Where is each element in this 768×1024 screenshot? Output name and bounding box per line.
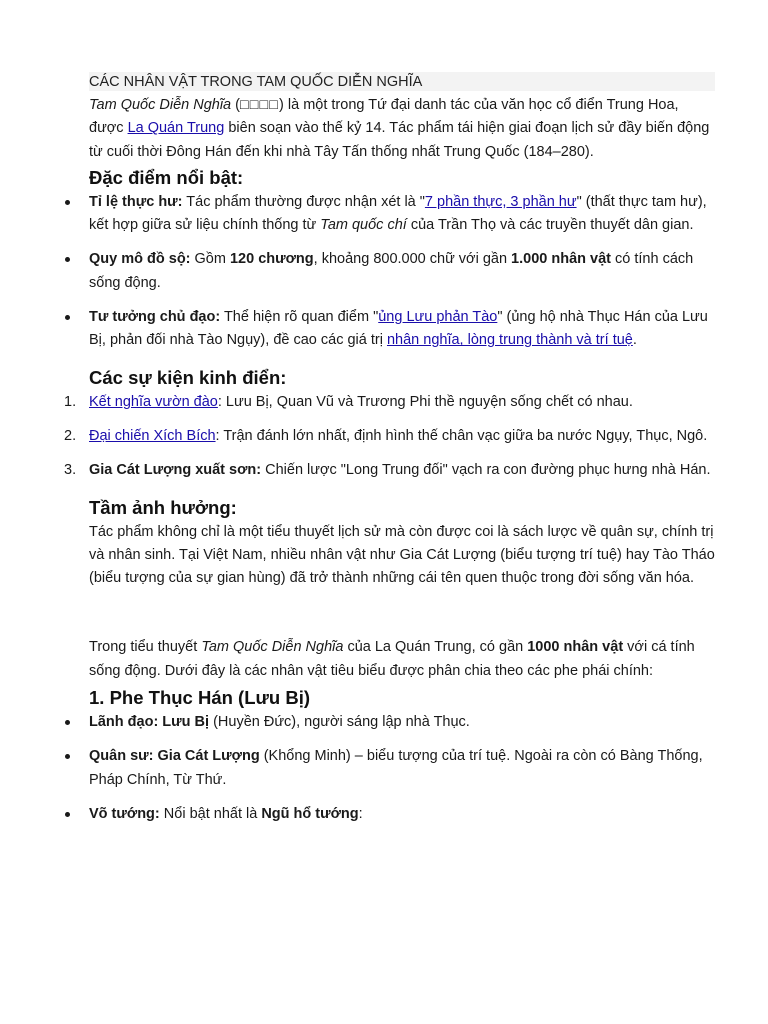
shu-heading: 1. Phe Thục Hán (Lưu Bị) [89, 687, 311, 709]
list-item: Quân sư: Gia Cát Lượng (Khổng Minh) – biểu tượng của trí tuệ. Ngoài ra còn có Bàng Thống, Pháp Chính, Từ Thứ. [89, 745, 715, 792]
list-item: Võ tướng: Nổi bật nhất là Ngũ hổ tướng: [89, 803, 715, 826]
list-item: Lãnh đạo: Lưu Bị (Huyền Đức), người sáng lập nhà Thục. [89, 711, 715, 734]
values-link[interactable]: nhân nghĩa, lòng trung thành và trí tuệ [386, 332, 633, 349]
document-title: CÁC NHÂN VẬT TRONG TAM QUỐC DIỄN NGHĨA [89, 72, 715, 91]
events-list [64, 391, 715, 483]
intro-paragraph: Tam Quốc Diễn Nghĩa (□□□□) là một trong Tứ đại danh tác của văn học cổ điển Trung Hoa, được La Quán Trung biên soạn vào thế kỷ 14. Tác phẩm tái hiện giai đoạn lịch sử đầy biến động từ cuối thời Đông Hán đến khi nhà Tây Tấn thống nhất Trung Quốc (184–280). [89, 97, 710, 160]
list-item: Quy mô đồ sộ: Gồm 120 chương, khoảng 800.000 chữ với gần 1.000 nhân vật có tính cách sống động. [89, 248, 715, 295]
author-link[interactable]: La Quán Trung [127, 120, 225, 137]
features-list [89, 191, 715, 353]
chinese-title: □□□□ [239, 97, 280, 113]
events-heading: Các sự kiện kinh điển: [89, 366, 287, 388]
list-item: Tư tưởng chủ đạo: Thể hiện rõ quan điểm "ủng Lưu phản Tào" (ủng hộ nhà Thục Hán của Lưu Bị, phản đối nhà Tào Ngụy), đề cao các giá trị nhân nghĩa, lòng trung thành và trí tuệ. [89, 306, 715, 353]
characters-intro-paragraph: Trong tiểu thuyết Tam Quốc Diễn Nghĩa của La Quán Trung, có gần 1000 nhân vật với cá tính sống động. Dưới đây là các nhân vật tiêu biểu được phân chia theo các phe phái chính: [89, 639, 695, 679]
list-item: 2. Đại chiến Xích Bích: Trận đánh lớn nhất, định hình thế chân vạc giữa ba nước Ngụy, Thục, Ngô. [64, 427, 708, 444]
shu-list [89, 711, 715, 826]
ideology-link[interactable]: ủng Lưu phản Tào [378, 309, 498, 326]
peach-oath-link[interactable]: Kết nghĩa vườn đào [89, 393, 218, 410]
list-item: 3. Gia Cát Lượng xuất sơn: Chiến lược "Long Trung đối" vạch ra con đường phục hưng nhà Hán. [64, 462, 711, 479]
document-page [64, 72, 715, 826]
influence-heading: Tầm ảnh hưởng: [89, 496, 237, 518]
red-cliffs-link[interactable]: Đại chiến Xích Bích [89, 427, 216, 444]
list-item: 1. Kết nghĩa vườn đào: Lưu Bị, Quan Vũ và Trương Phi thề nguyện sống chết có nhau. [64, 393, 633, 410]
ratio-link[interactable]: 7 phần thực, 3 phần hư [424, 193, 577, 210]
list-item: Tỉ lệ thực hư: Tác phẩm thường được nhận xét là "7 phần thực, 3 phần hư" (thất thực tam hư), kết hợp giữa sử liệu chính thống từ Tam quốc chí của Trần Thọ và các truyền thuyết dân gian. [89, 191, 715, 238]
influence-paragraph: Tác phẩm không chỉ là một tiểu thuyết lịch sử mà còn được coi là sách lược về quân sự, chính trị và nhân sinh. Tại Việt Nam, nhiều nhân vật như Gia Cát Lượng (biểu tượng trí tuệ) hay Tào Tháo (biểu tượng của sự gian hùng) đã trở thành những cái tên quen thuộc trong đời sống văn hóa. [89, 523, 715, 587]
book-title: Tam Quốc Diễn Nghĩa [89, 97, 232, 113]
features-heading: Đặc điểm nổi bật: [89, 166, 244, 188]
